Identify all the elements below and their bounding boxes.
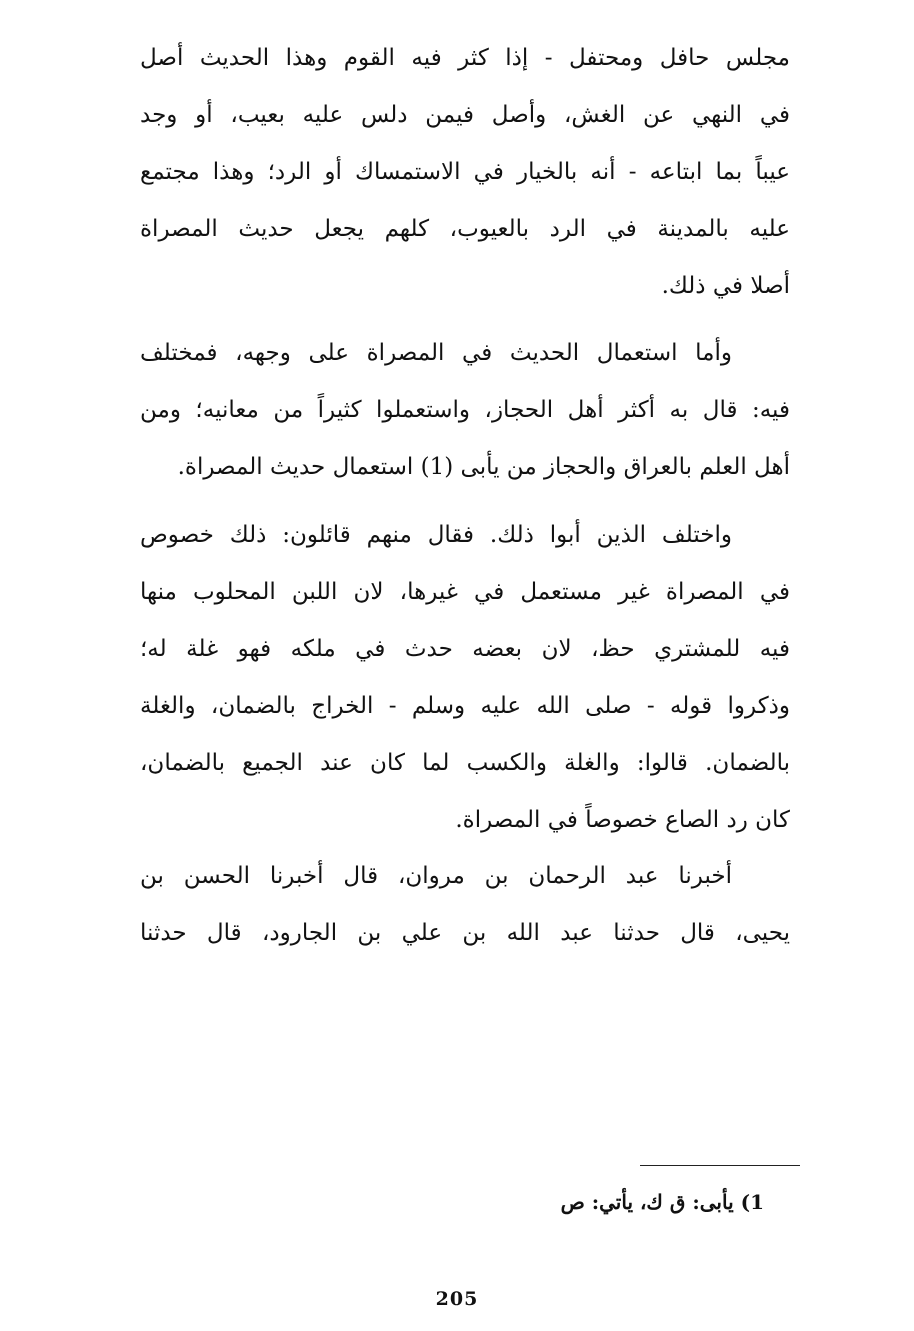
text-line: عيباً بما ابتاعه - أنه بالخيار في الاستمساك أو الرد؛ وهذا مجتمع: [140, 159, 790, 185]
text-line: واختلف الذين أبوا ذلك. فقال منهم قائلون: ذلك خصوص: [140, 522, 732, 548]
text-line: وذكروا قوله - صلى الله عليه وسلم - الخراج بالضمان، والغلة: [140, 693, 790, 719]
text-line: وأما استعمال الحديث في المصراة على وجهه، فمختلف: [140, 340, 732, 366]
text-line: أهل العلم بالعراق والحجاز من يأبى (1) استعمال حديث المصراة.: [177, 454, 790, 480]
text-line: مجلس حافل ومحتفل - إذا كثر فيه القوم وهذا الحديث أصل: [140, 45, 790, 71]
text-line: في النهي عن الغش، وأصل فيمن دلس عليه بعيب، أو وجد: [140, 102, 790, 128]
paragraph-2: [140, 325, 790, 496]
text-line: أصلا في ذلك.: [661, 273, 790, 299]
footnote-divider: [640, 1165, 800, 1166]
page-number: 205: [435, 1288, 479, 1310]
text-line: عليه بالمدينة في الرد بالعيوب، كلهم يجعل حديث المصراة: [140, 216, 790, 242]
footnote: 1) يأبى: ق ك، يأتي: ص: [560, 1190, 764, 1214]
text-line: كان رد الصاع خصوصاً في المصراة.: [455, 807, 790, 833]
paragraph-4: [140, 848, 790, 962]
text-line: يحيى، قال حدثنا عبد الله بن علي بن الجارود، قال حدثنا: [140, 920, 790, 946]
text-line: بالضمان. قالوا: والغلة والكسب لما كان عند الجميع بالضمان،: [140, 750, 790, 776]
text-line: أخبرنا عبد الرحمان بن مروان، قال أخبرنا الحسن بن: [140, 863, 732, 889]
text-line: فيه: قال به أكثر أهل الحجاز، واستعملوا كثيراً من معانيه؛ ومن: [140, 397, 790, 423]
text-line: في المصراة غير مستعمل في غيرها، لان اللبن المحلوب منها: [140, 579, 790, 605]
text-line: فيه للمشتري حظ، لان بعضه حدث في ملكه فهو غلة له؛: [140, 636, 790, 662]
paragraph-3: [140, 507, 790, 849]
paragraph-1: [140, 30, 790, 315]
